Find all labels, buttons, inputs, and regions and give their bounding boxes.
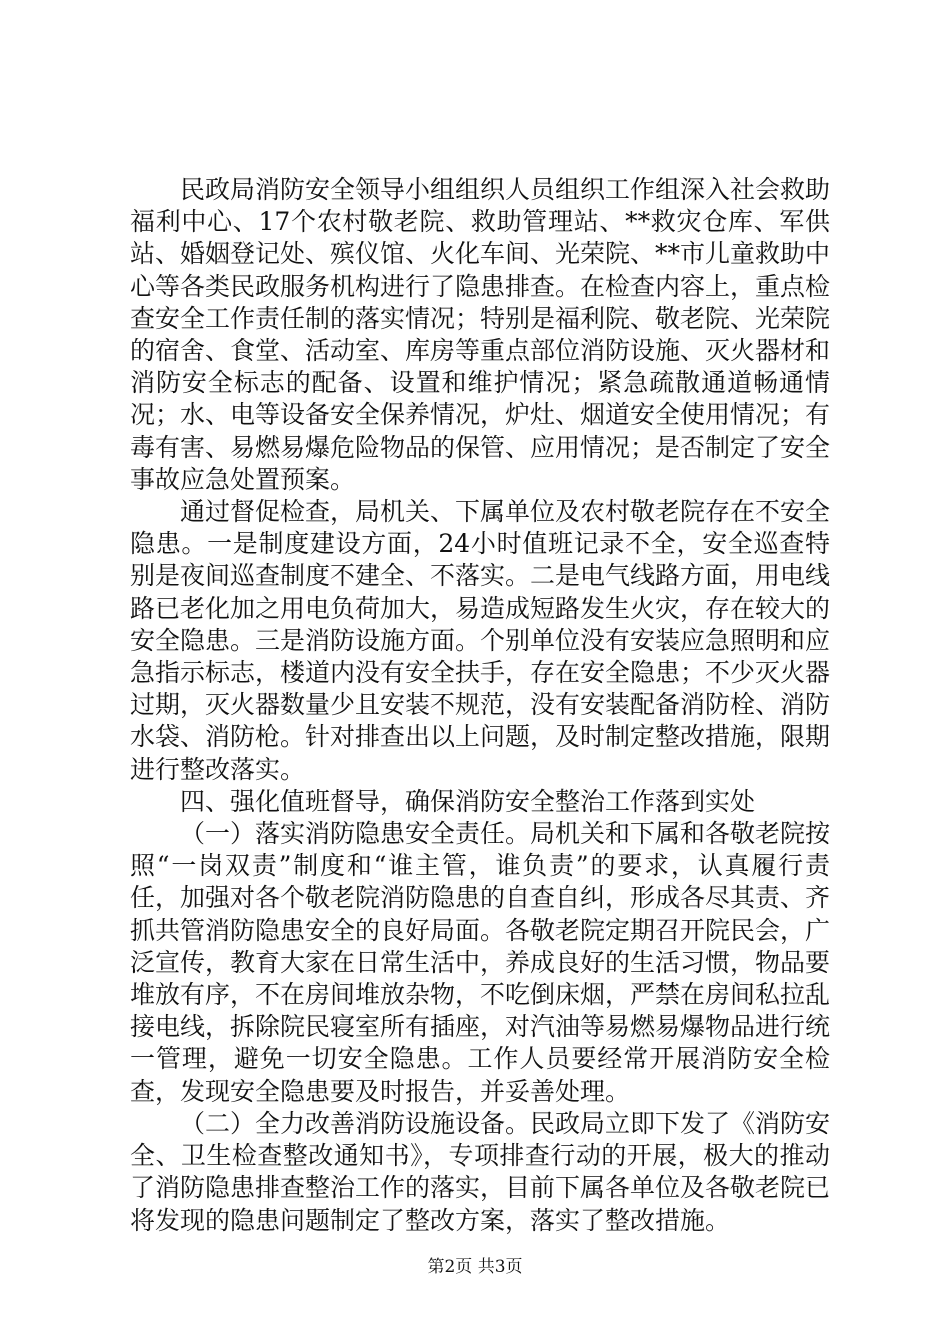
- paragraph-facility-improvement: （二）全力改善消防设施设备。民政局立即下发了《消防安全、卫生检查整改通知书》，专项排查行动的开展，极大的推动了消防隐患排查整治工作的落实，目前下属各单位及各敬老院已将发现的隐患问题制定了整改方案，落实了整改措施。: [130, 1108, 831, 1235]
- page-number-footer: 第2页 共3页: [427, 1257, 523, 1277]
- document-body: [130, 174, 830, 1237]
- section-heading-duty-supervision: 四、强化值班督导，确保消防安全整治工作落到实处: [180, 786, 756, 816]
- paragraph-inspection-scope: 民政局消防安全领导小组组织人员组织工作组深入社会救助福利中心、17个农村敬老院、救助管理站、**救灾仓库、军供站、婚姻登记处、殡仪馆、火化车间、光荣院、**市儿童救助中心等各类民政服务机构进行了隐患排查。在检查内容上，重点检查安全工作责任制的落实情况；特别是福利院、敬老院、光荣院的宿舍、食堂、活动室、库房等重点部位消防设施、灭火器材和消防安全标志的配备、设置和维护情况；紧急疏散通道畅通情况；水、电等设备安全保养情况，炉灶、烟道安全使用情况；有毒有害、易燃易爆危险物品的保管、应用情况；是否制定了安全事故应急处置预案。: [130, 175, 831, 494]
- paragraph-hazards-found: 通过督促检查，局机关、下属单位及农村敬老院存在不安全隐患。一是制度建设方面，24小时值班记录不全，安全巡查特别是夜间巡查制度不建全、不落实。二是电气线路方面，用电线路已老化加之用电负荷加大，易造成短路发生火灾，存在较大的安全隐患。三是消防设施方面。个别单位没有安装应急照明和应急指示标志，楼道内没有安全扶手，存在安全隐患；不少灭火器过期，灭火器数量少且安装不规范，没有安装配备消防栓、消防水袋、消防枪。针对排查出以上问题，及时制定整改措施，限期进行整改落实。: [130, 497, 831, 784]
- paragraph-safety-responsibility: （一）落实消防隐患安全责任。局机关和下属和各敬老院按照“一岗双责”制度和“谁主管，谁负责”的要求，认真履行责任，加强对各个敬老院消防隐患的自查自纠，形成各尽其责、齐抓共管消防隐患安全的良好局面。各敬老院定期召开院民会，广泛宣传，教育大家在日常生活中，养成良好的生活习惯，物品要堆放有序，不在房间堆放杂物，不吃倒床烟，严禁在房间私拉乱接电线，拆除院民寝室所有插座，对汽油等易燃易爆物品进行统一管理，避免一切安全隐患。工作人员要经常开展消防安全检查，发现安全隐患要及时报告，并妥善处理。: [130, 819, 831, 1106]
